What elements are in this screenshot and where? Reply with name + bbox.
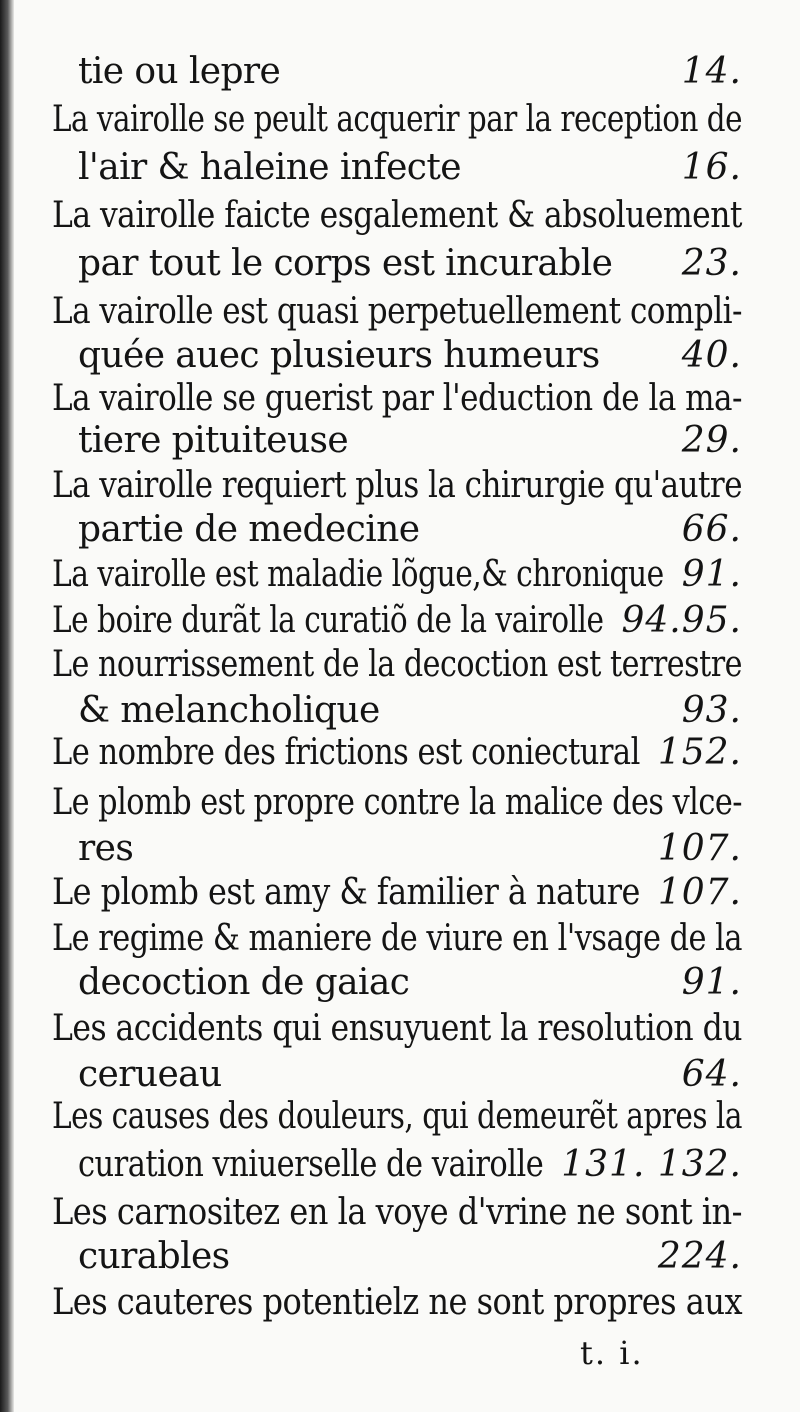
- entry-text: Les accidents qui ensuyuent la resolution du: [52, 1008, 742, 1049]
- entry-text: res: [78, 828, 134, 869]
- entry-text: La vairolle faicte esgalement & absoluement: [52, 195, 742, 236]
- index-line: [78, 141, 742, 195]
- entry-text: La vairolle est quasi perpetuellement compli-: [52, 291, 742, 332]
- index-line: [52, 1090, 742, 1144]
- catchword: t. i.: [580, 1334, 644, 1372]
- entry-text: La vairolle se guerist par l'eduction de la ma-: [52, 378, 742, 419]
- page-gutter-shadow: [0, 0, 14, 1412]
- index-line: [52, 93, 742, 147]
- entry-page-ref: 107.: [657, 828, 742, 869]
- entry-text: Le plomb est amy & familier à nature: [52, 872, 640, 913]
- entry-text: Le boire durãt la curatiõ de la vairolle: [52, 600, 604, 641]
- index-line: [78, 45, 742, 99]
- entry-page-ref: 14.: [681, 51, 742, 92]
- entry-text: Le plomb est propre contre la malice des vlce-: [52, 782, 742, 823]
- entry-text: tie ou lepre: [78, 51, 281, 92]
- index-line: [52, 189, 742, 243]
- entry-text: partie de medecine: [78, 509, 420, 550]
- index-line: [52, 726, 742, 780]
- entry-page-ref: 29.: [681, 420, 742, 461]
- entry-page-ref: 93.: [681, 690, 742, 731]
- index-line: [78, 237, 742, 291]
- entry-text: curation vniuerselle de vairolle: [78, 1144, 544, 1185]
- entry-text: Le nourrissement de la decoction est terrestre: [52, 644, 742, 685]
- entry-text: & melancholique: [78, 690, 380, 731]
- index-line: [78, 1138, 742, 1192]
- entry-text: La vairolle est maladie lõgue,& chronique: [52, 554, 664, 595]
- entry-page-ref: 94.95.: [621, 600, 742, 641]
- entry-text: Le regime & maniere de viure en l'vsage de la: [52, 918, 742, 959]
- entry-page-ref: 152.: [657, 732, 742, 773]
- entry-text: quée auec plusieurs humeurs: [78, 335, 600, 376]
- index-line: [52, 1276, 742, 1330]
- entry-page-ref: 66.: [681, 509, 742, 550]
- entry-page-ref: 40.: [681, 335, 742, 376]
- entry-page-ref: 224.: [657, 1236, 742, 1277]
- entry-page-ref: 23.: [681, 243, 742, 284]
- entry-text: Les causes des douleurs, qui demeurẽt apres la: [52, 1096, 742, 1137]
- entry-text: curables: [78, 1236, 230, 1277]
- entry-text: l'air & haleine infecte: [78, 147, 461, 188]
- entry-text: Le nombre des frictions est coniectural: [52, 732, 640, 773]
- entry-page-ref: 131. 132.: [561, 1144, 742, 1185]
- entry-page-ref: 91.: [681, 962, 742, 1003]
- entry-text: cerueau: [78, 1054, 222, 1095]
- entry-page-ref: 16.: [681, 147, 742, 188]
- entry-text: par tout le corps est incurable: [78, 243, 613, 284]
- entry-page-ref: 107.: [657, 872, 742, 913]
- entry-text: decoction de gaiac: [78, 962, 410, 1003]
- entry-text: tiere pituiteuse: [78, 420, 349, 461]
- entry-page-ref: 91.: [681, 554, 742, 595]
- entry-text: Les cauteres potentielz ne sont propres aux: [52, 1282, 742, 1323]
- entry-page-ref: 64.: [681, 1054, 742, 1095]
- entry-text: La vairolle requiert plus la chirurgie qu'autre: [52, 465, 742, 506]
- entry-text: La vairolle se peult acquerir par la reception de: [52, 99, 742, 140]
- entry-text: Les carnositez en la voye d'vrine ne sont in-: [52, 1192, 742, 1233]
